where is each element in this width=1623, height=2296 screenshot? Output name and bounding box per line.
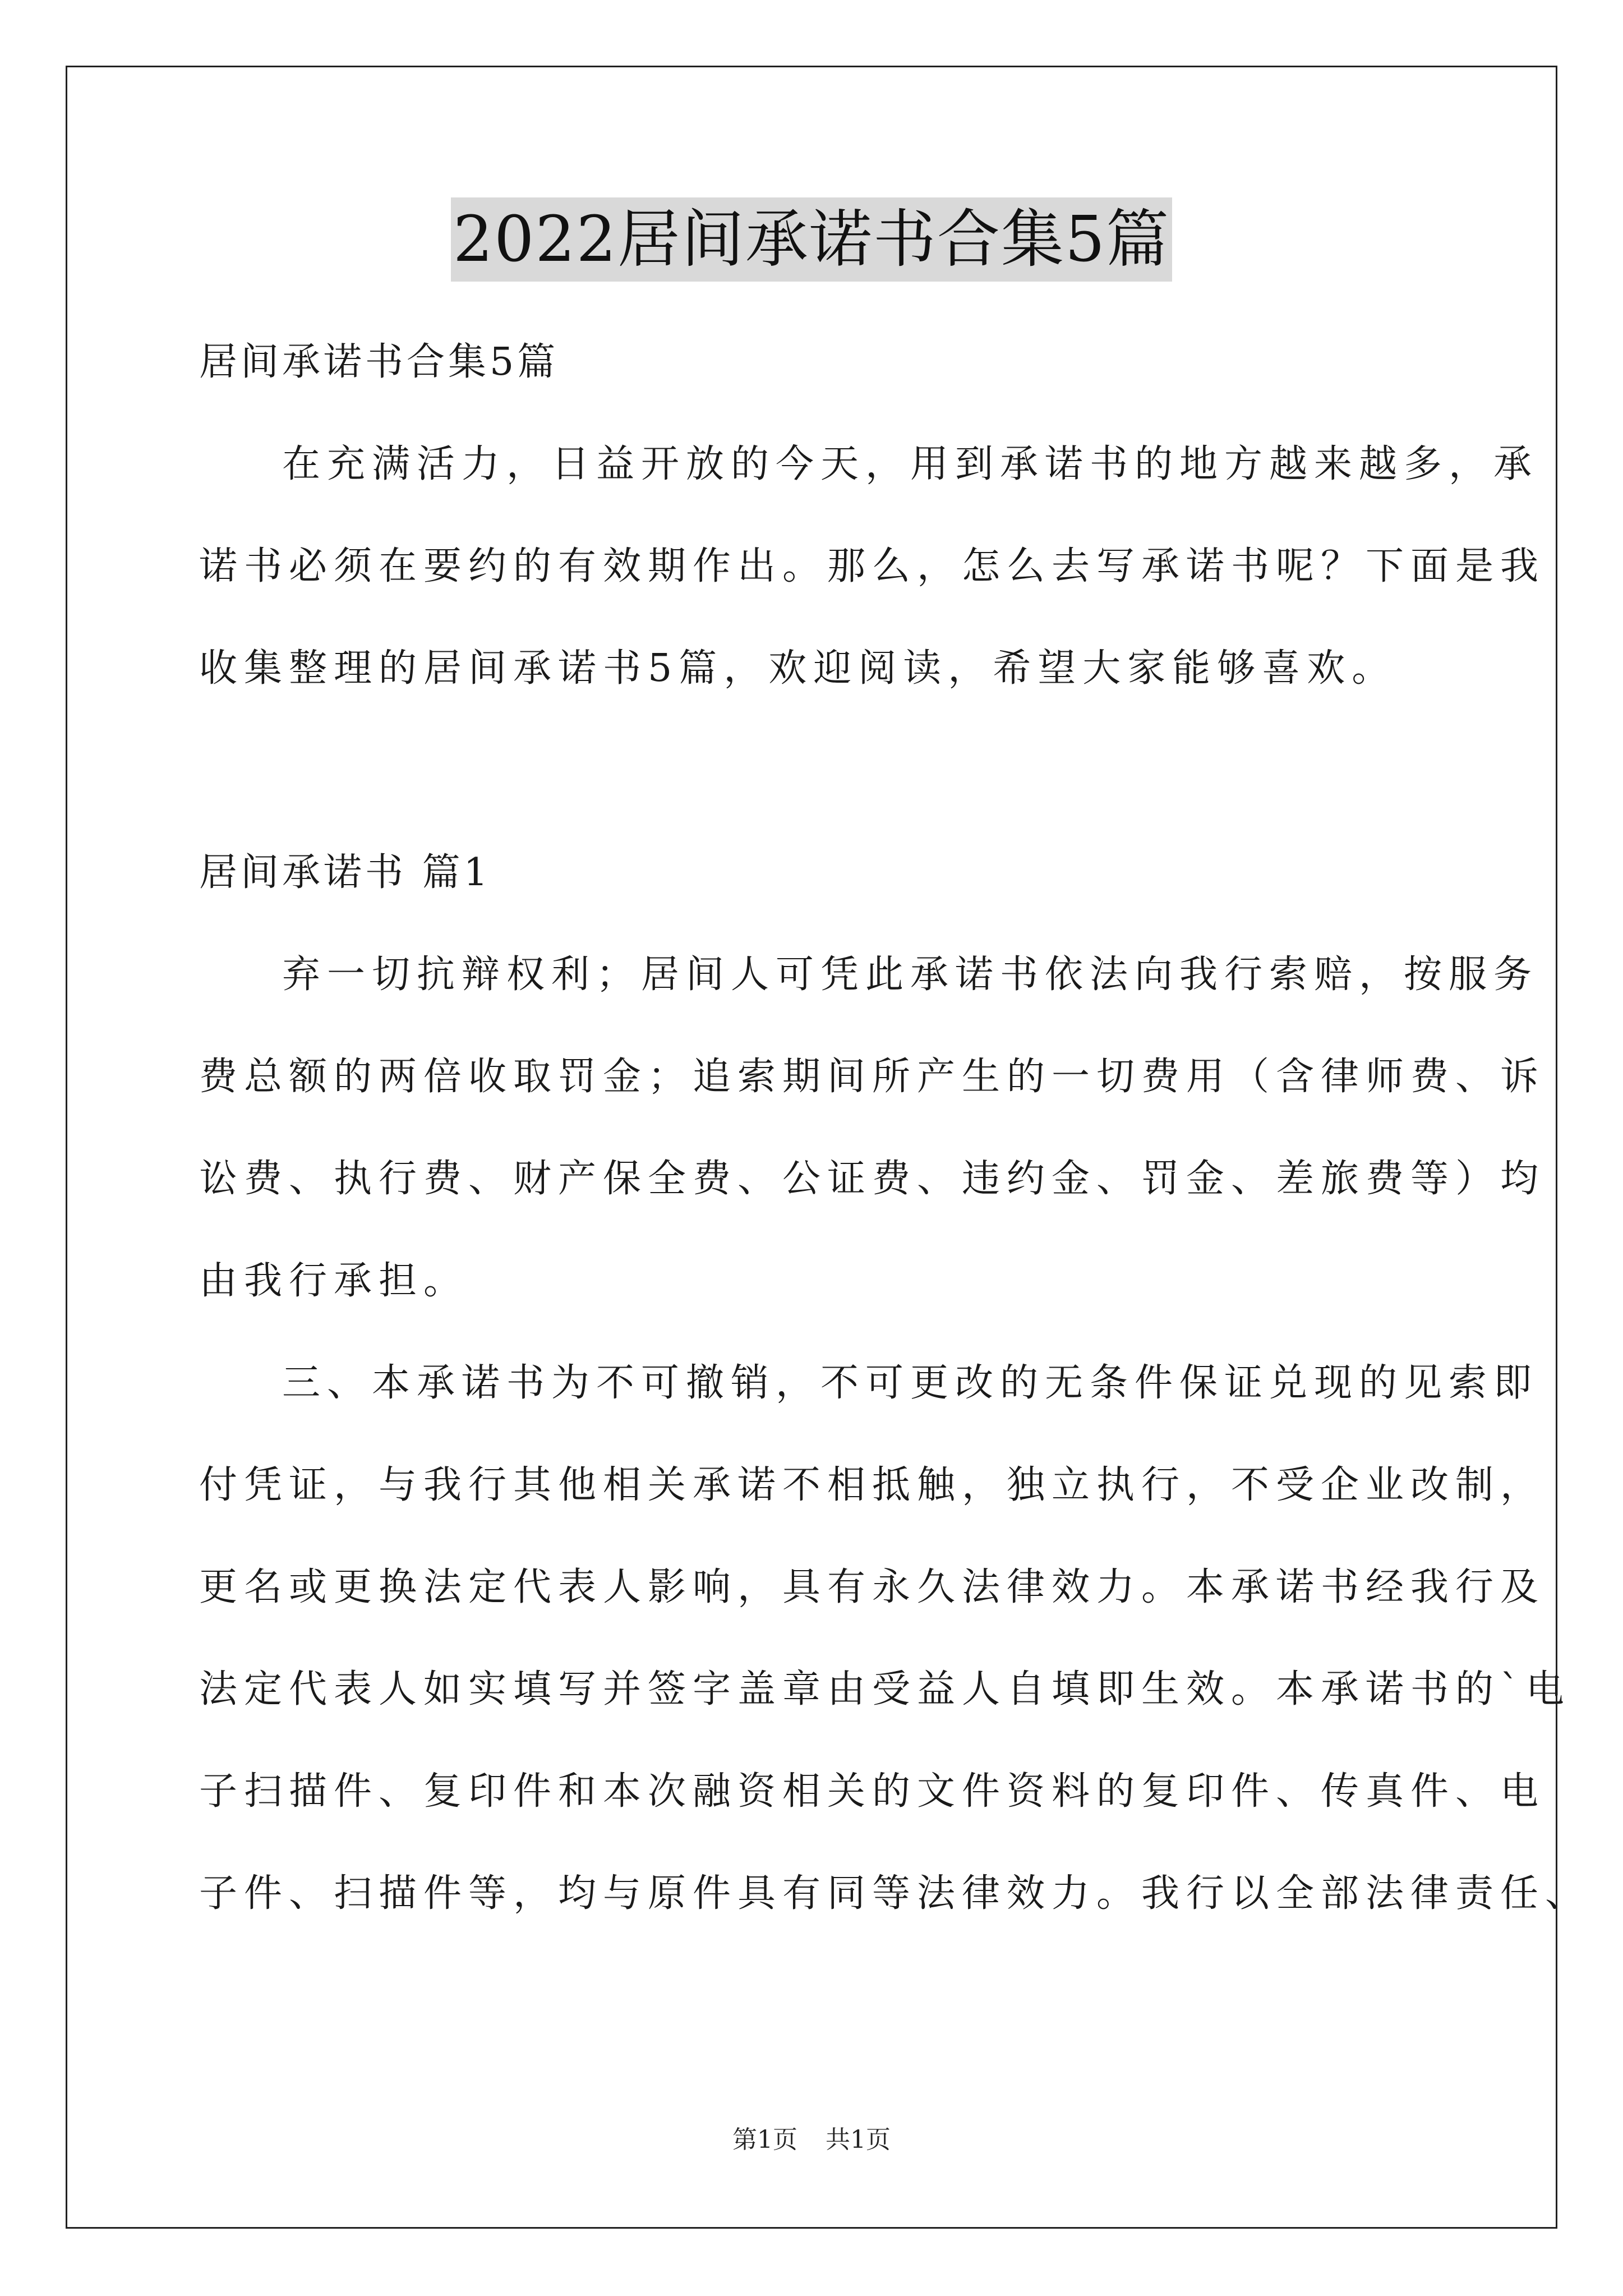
- paragraph-line: 由我行承担。: [199, 1259, 469, 1303]
- paragraph-line: 子件、扫描件等，均与原件具有同等法律效力。我行以全部法律责任、: [199, 1871, 1590, 1916]
- paragraph-line: 付凭证，与我行其他相关承诺不相抵触，独立执行，不受企业改制，: [199, 1463, 1546, 1507]
- title-container: [0, 197, 1623, 282]
- document-title: 2022居间承诺书合集5篇: [451, 197, 1172, 282]
- paragraph-gap: [199, 720, 1450, 822]
- paragraph-line: 三、本承诺书为不可撤销，不可更改的无条件保证兑现的见索即: [282, 1361, 1539, 1405]
- intro-line: 诺书必须在要约的有效期作出。那么，怎么去写承诺书呢？下面是我: [199, 544, 1546, 588]
- document-body: [199, 311, 1590, 1945]
- section-heading: 居间承诺书 篇1: [199, 850, 491, 895]
- paragraph-line: 子扫描件、复印件和本次融资相关的文件资料的复印件、传真件、电: [199, 1769, 1546, 1814]
- document-subtitle: 居间承诺书合集5篇: [199, 340, 559, 384]
- page-number: 第1页: [732, 2125, 797, 2154]
- intro-line: 在充满活力，日益开放的今天，用到承诺书的地方越来越多，承: [282, 442, 1539, 486]
- paragraph-line: 讼费、执行费、财产保全费、公证费、违约金、罚金、差旅费等）均: [199, 1157, 1546, 1201]
- paragraph-line: 更名或更换法定代表人影响，具有永久法律效力。本承诺书经我行及: [199, 1565, 1546, 1609]
- paragraph-line: 弃一切抗辩权利；居间人可凭此承诺书依法向我行索赔，按服务: [282, 953, 1539, 997]
- intro-line: 收集整理的居间承诺书5篇，欢迎阅读，希望大家能够喜欢。: [199, 646, 1397, 691]
- page-footer: [0, 2123, 1623, 2157]
- page-total: 共1页: [826, 2125, 891, 2154]
- paragraph-line: 费总额的两倍收取罚金；追索期间所产生的一切费用（含律师费、诉: [199, 1055, 1546, 1099]
- paragraph-line: 法定代表人如实填写并签字盖章由受益人自填即生效。本承诺书的`电: [199, 1667, 1571, 1711]
